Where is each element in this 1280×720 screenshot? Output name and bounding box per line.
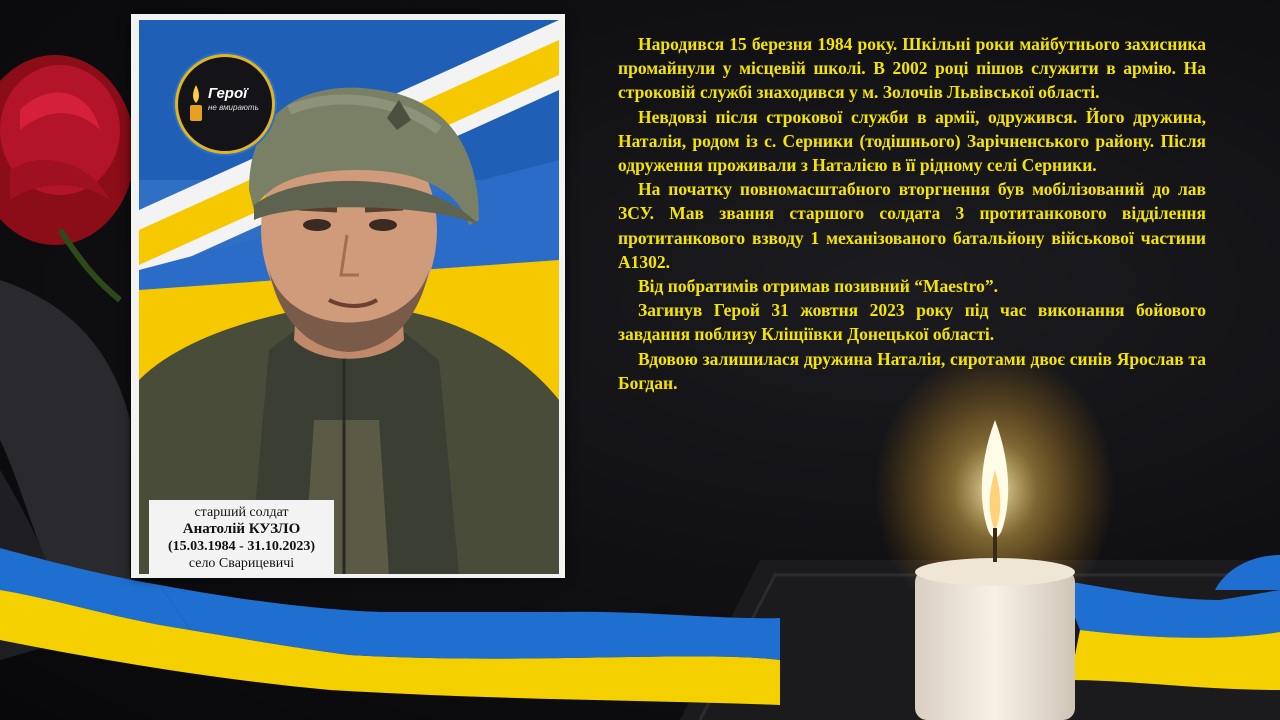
heroes-badge	[175, 54, 275, 154]
bio-paragraph: На початку повномасштабного вторгнення був мобілізований до лав ЗСУ. Мав звання старшого солдата 3 протитанкового відділення протитанкового взводу 1 механізованого батальйону військової частини А1302.	[618, 179, 1206, 272]
bio-paragraph: Народився 15 березня 1984 року. Шкільні роки майбутнього захисника промайнули у місцевій школі. В 2002 році пішов служити в армію. На строковій службі знаходився у м. Золочів Львівської області.	[618, 34, 1206, 103]
bio-paragraph: Вдовою залишилася дружина Наталія, сиротами двоє синів Ярослав та Богдан.	[618, 348, 1206, 393]
biography-text	[618, 32, 1206, 395]
caption-village: село Сварицевичі	[188, 556, 295, 571]
bio-paragraph: Від побратимів отримав позивний “Maestro”.	[638, 276, 998, 297]
bio-paragraph: Загинув Герой 31 жовтня 2023 року під час виконання бойового завдання поблизу Кліщіївки Донецької області.	[618, 300, 1206, 345]
portrait-caption	[149, 500, 334, 574]
caption-name: Анатолій КУЗЛО	[182, 521, 301, 537]
portrait-photo	[139, 20, 559, 574]
badge-subtitle: не вмирають	[208, 103, 259, 112]
caption-dates: (15.03.1984 - 31.10.2023)	[168, 539, 315, 554]
portrait-card	[131, 14, 565, 578]
caption-rank: старший солдат	[194, 505, 289, 520]
rose-icon	[0, 55, 135, 300]
bio-paragraph: Невдовзі після строкової служби в армії, одружився. Його дружина, Наталія, родом із с. Серники (тодішнього) Зарічненського району. Після одруження проживали з Наталією в її рідному селі Серники.	[618, 106, 1206, 176]
badge-title: Герої	[208, 85, 248, 102]
badge-candle-icon	[186, 83, 206, 123]
